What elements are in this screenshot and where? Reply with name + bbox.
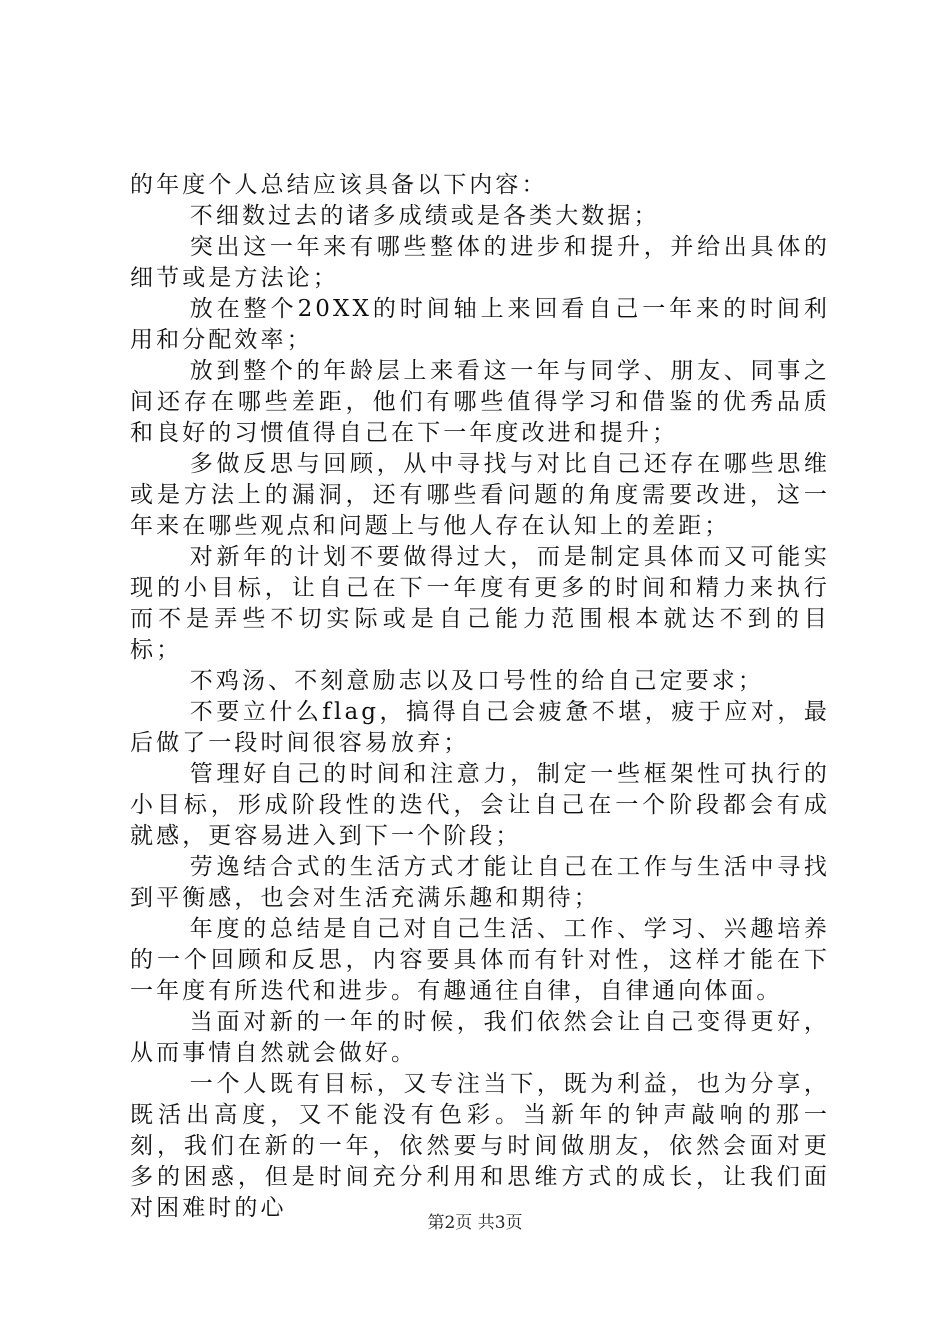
paragraph-2: 不细数过去的诸多成绩或是各类大数据； <box>189 203 660 229</box>
paragraph-8: 不鸡汤、不刻意励志以及口号性的给自己定要求； <box>189 668 764 694</box>
paragraph-5: 放到整个的年龄层上来看这一年与同学、朋友、同事之间还存在哪些差距，他们有哪些值得学习和借鉴的优秀品质和良好的习惯值得自己在下一年度改进和提升； <box>130 358 830 446</box>
paragraph-13: 当面对新的一年的时候，我们依然会让自己变得更好，从而事情自然就会做好。 <box>130 1009 830 1066</box>
paragraph-12: 年度的总结是自己对自己生活、工作、学习、兴趣培养的一个回顾和反思，内容要具体而有针对性，这样才能在下一年度有所迭代和进步。有趣通往自律，自律通向体面。 <box>130 916 830 1004</box>
paragraph-14: 一个人既有目标，又专注当下，既为利益，也为分享，既活出高度，又不能没有色彩。当新年的钟声敲响的那一刻，我们在新的一年，依然要与时间做朋友，依然会面对更多的困惑，但是时间充分利用和思维方式的成长，让我们面对困难时的心 <box>130 1071 830 1221</box>
paragraph-10: 管理好自己的时间和注意力，制定一些框架性可执行的小目标，形成阶段性的迭代，会让自己在一个阶段都会有成就感，更容易进入到下一个阶段； <box>130 761 830 849</box>
paragraph-11: 劳逸结合式的生活方式才能让自己在工作与生活中寻找到平衡感，也会对生活充满乐趣和期待； <box>130 854 830 911</box>
paragraph-3: 突出这一年来有哪些整体的进步和提升，并给出具体的细节或是方法论； <box>130 234 830 291</box>
page-number-footer: 第2页 共3页 <box>427 1213 523 1233</box>
paragraph-9: 不要立什么flag，搞得自己会疲惫不堪，疲于应对，最后做了一段时间很容易放弃； <box>130 699 830 756</box>
document-body <box>130 170 830 1224</box>
paragraph-4: 放在整个20XX的时间轴上来回看自己一年来的时间利用和分配效率； <box>130 296 830 353</box>
paragraph-7: 对新年的计划不要做得过大，而是制定具体而又可能实现的小目标，让自己在下一年度有更多的时间和精力来执行而不是弄些不切实际或是自己能力范围根本就达不到的目标； <box>130 544 830 663</box>
paragraph-6: 多做反思与回顾，从中寻找与对比自己还存在哪些思维或是方法上的漏洞，还有哪些看问题的角度需要改进，这一年来在哪些观点和问题上与他人存在认知上的差距； <box>130 451 830 539</box>
paragraph-1: 的年度个人总结应该具备以下内容： <box>130 172 548 198</box>
